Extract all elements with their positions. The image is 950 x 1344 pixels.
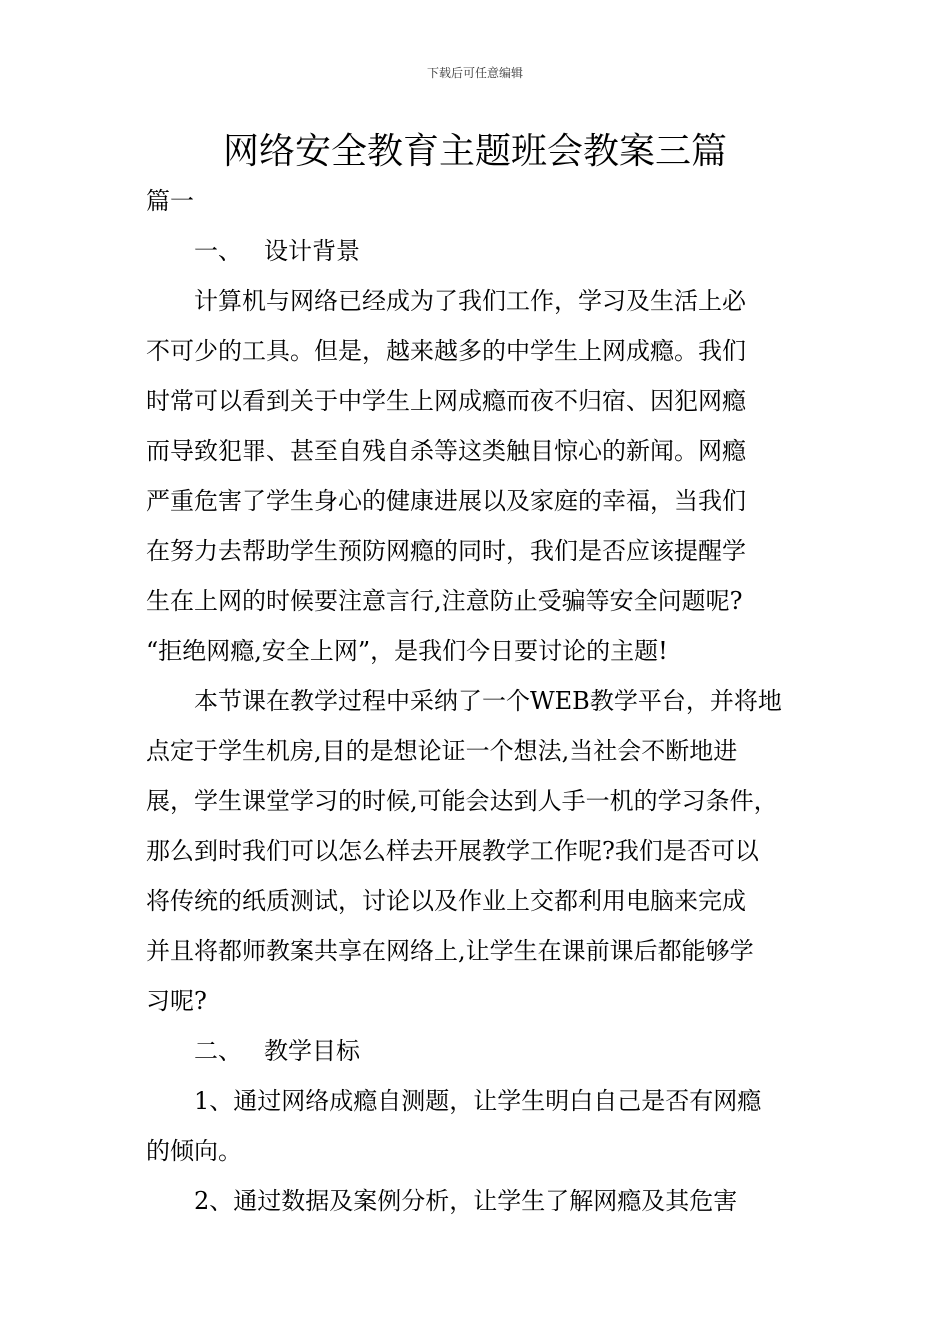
paragraph-line: 将传统的纸质测试，讨论以及作业上交都利用电脑来完成 — [146, 887, 746, 915]
paragraph-line: 生在上网的时候要注意言行,注意防止受骗等安全问题呢? — [146, 587, 743, 615]
paragraph-line: 在努力去帮助学生预防网瘾的同时，我们是否应该提醒学 — [146, 537, 746, 565]
paragraph-line: 的倾向。 — [146, 1137, 242, 1165]
paragraph-line: “拒绝网瘾,安全上网”，是我们今日要讨论的主题! — [146, 637, 668, 665]
paragraph-web-platform — [146, 676, 836, 1026]
section-heading-2 — [146, 1026, 836, 1076]
section-label: 篇一 — [146, 187, 194, 215]
header-note: 下载后可任意编辑 — [426, 66, 523, 80]
paragraph-line: 严重危害了学生身心的健康进展以及家庭的幸福，当我们 — [146, 487, 746, 515]
paragraph-line: 1、通过网络成瘾自测题，让学生明白自己是否有网瘾 — [194, 1087, 762, 1115]
heading-text: 设计背景 — [264, 237, 360, 265]
paragraph-line: 点定于学生机房,目的是想论证一个想法,当社会不断地进 — [146, 737, 738, 765]
paragraph-line: 计算机与网络已经成为了我们工作，学习及生活上必 — [194, 287, 746, 315]
heading-number: 一、 — [194, 237, 242, 265]
paragraph-line: 时常可以看到关于中学生上网成瘾而夜不归宿、因犯网瘾 — [146, 387, 746, 415]
goal-item-2 — [146, 1176, 836, 1226]
heading-text: 教学目标 — [264, 1037, 360, 1065]
paragraph-line: 并且将都师教案共享在网络上,让学生在课前课后都能够学 — [146, 937, 754, 965]
paragraph-line: 2、通过数据及案例分析，让学生了解网瘾及其危害 — [194, 1187, 738, 1215]
paragraph-background — [146, 276, 836, 676]
document-title: 网络安全教育主题班会教案三篇 — [222, 131, 727, 172]
paragraph-line: 习呢? — [146, 987, 207, 1015]
section-heading-1 — [146, 226, 836, 276]
paragraph-line: 本节课在教学过程中采纳了一个WEB教学平台，并将地 — [194, 687, 782, 715]
document-body — [146, 176, 836, 1226]
heading-number: 二、 — [194, 1037, 242, 1065]
paragraph-line: 那么到时我们可以怎么样去开展教学工作呢?我们是否可以 — [146, 837, 759, 865]
paragraph-line: 不可少的工具。但是，越来越多的中学生上网成瘾。我们 — [146, 337, 746, 365]
paragraph-line: 展，学生课堂学习的时候,可能会达到人手一机的学习条件， — [146, 787, 778, 815]
goal-item-1 — [146, 1076, 836, 1176]
paragraph-line: 而导致犯罪、甚至自残自杀等这类触目惊心的新闻。网瘾 — [146, 437, 746, 465]
